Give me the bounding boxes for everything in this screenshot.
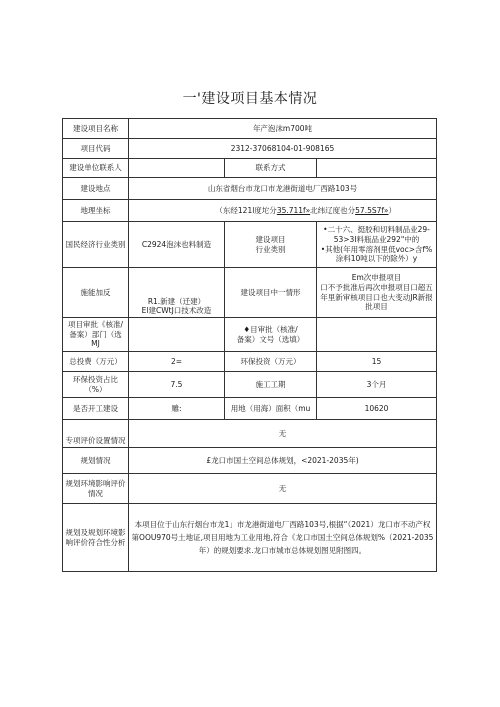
longitude-seconds: 35.711f»	[276, 205, 311, 215]
env-investment-value: 15	[317, 352, 437, 372]
env-ratio-label: 环保投资占比（%）	[63, 372, 129, 398]
approval-number-value	[317, 318, 437, 352]
project-code-value: 2312-37068104-01-908165	[129, 139, 437, 159]
special-eval-label: 专项评价设置情况	[63, 420, 129, 448]
planning-value: £龙口市国土空间总体规划，<2021-2035年)	[129, 448, 437, 474]
project-name-label: 建设项目名称	[63, 119, 129, 139]
project-info-table	[62, 118, 437, 572]
row-project-name	[63, 119, 437, 139]
contact-label: 建设单位联系人	[63, 159, 129, 178]
phone-label: 联系方式	[225, 159, 317, 178]
conformity-value: 本项目位于山东行烟台市龙1」市龙港街道电厂西路103号,根据“（2021）龙口市不动产权第OOU970号土地证,项目用地为工业用地,符合《龙口市国土空间总体规划%（2021-2035年）的规划要求.龙口市城市总体规划图见附图四。	[129, 504, 437, 572]
row-contact	[63, 159, 437, 178]
nature-label: 施能加反	[63, 268, 129, 318]
land-area-label: 用地（用海）面积（mu	[225, 398, 317, 420]
row-location	[63, 178, 437, 200]
planning-label: 规划情况	[63, 448, 129, 474]
project-name-value: 年产泡沫m700吨	[129, 119, 437, 139]
row-special-eval	[63, 420, 437, 448]
row-industry	[63, 222, 437, 268]
situation-label: 建设项目中一情形	[225, 268, 317, 318]
project-code-label: 项目代码	[63, 139, 129, 159]
row-conformity	[63, 504, 437, 572]
started-value: 雕:	[129, 398, 225, 420]
coords-suffix: ）	[388, 205, 396, 215]
latitude-seconds: 57.5S7f»	[355, 205, 389, 215]
approval-dept-value	[129, 318, 225, 352]
row-started	[63, 398, 437, 420]
page-title: 一'建设项目基本情况	[182, 91, 318, 107]
construction-period-label: 施工工期	[225, 372, 317, 398]
planning-eval-label: 规划环境影响评价情况	[63, 474, 129, 504]
planning-eval-value: 无	[129, 474, 437, 504]
conformity-label: 规划及规划环境影响评价符合性分析	[63, 504, 129, 572]
row-planning	[63, 448, 437, 474]
land-area-value: 10620	[317, 398, 437, 420]
approval-dept-label: 项目审批《核准/备案）部门（选MJ	[63, 318, 129, 352]
coords-value	[129, 200, 437, 222]
phone-value	[317, 159, 437, 178]
total-investment-label: 总投费（万元）	[63, 352, 129, 372]
row-planning-eval	[63, 474, 437, 504]
project-industry-label: 建设项目 行业类别	[225, 222, 317, 268]
approval-number-label: ♦目审批（核准/ 备案）文号（选填）	[225, 318, 317, 352]
situation-value: Em次申报项目 口不予批准后再次申报项目口超五年里新审核项目口也大变动JR新报批项目	[317, 268, 437, 318]
started-label: 是否开工建设	[63, 398, 129, 420]
row-investment	[63, 352, 437, 372]
row-env-ratio	[63, 372, 437, 398]
row-project-code	[63, 139, 437, 159]
total-investment-value: 2=	[129, 352, 225, 372]
industry-label: 国民经济行业类别	[63, 222, 129, 268]
coords-label: 地理坐标	[63, 200, 129, 222]
nature-value: R1.新建（迁建） El建CWtJ口技术改造	[129, 268, 225, 318]
row-approval	[63, 318, 437, 352]
env-investment-label: 环保投资（万元）	[225, 352, 317, 372]
row-coordinates	[63, 200, 437, 222]
construction-period-value: 3个月	[317, 372, 437, 398]
special-eval-value: 无	[129, 420, 437, 448]
contact-value	[129, 159, 225, 178]
row-construction-nature	[63, 268, 437, 318]
location-label: 建设地点	[63, 178, 129, 200]
project-industry-value: •二十六、挺胶和切料制品业29-53>3I料瓶品业292"中的 •其他(年用零溶剂里低voc>含f%涂料10吨以下的除外）y	[317, 222, 437, 268]
location-value: 山东省烟台市龙口市龙港街道电厂西路103号	[129, 178, 437, 200]
coords-prefix: （东经121l度坨分	[215, 205, 277, 215]
env-ratio-value: 7.5	[129, 372, 225, 398]
industry-value: C2924泡沫也料制造	[129, 222, 225, 268]
coords-mid: 北纬辽度也分	[310, 205, 356, 215]
